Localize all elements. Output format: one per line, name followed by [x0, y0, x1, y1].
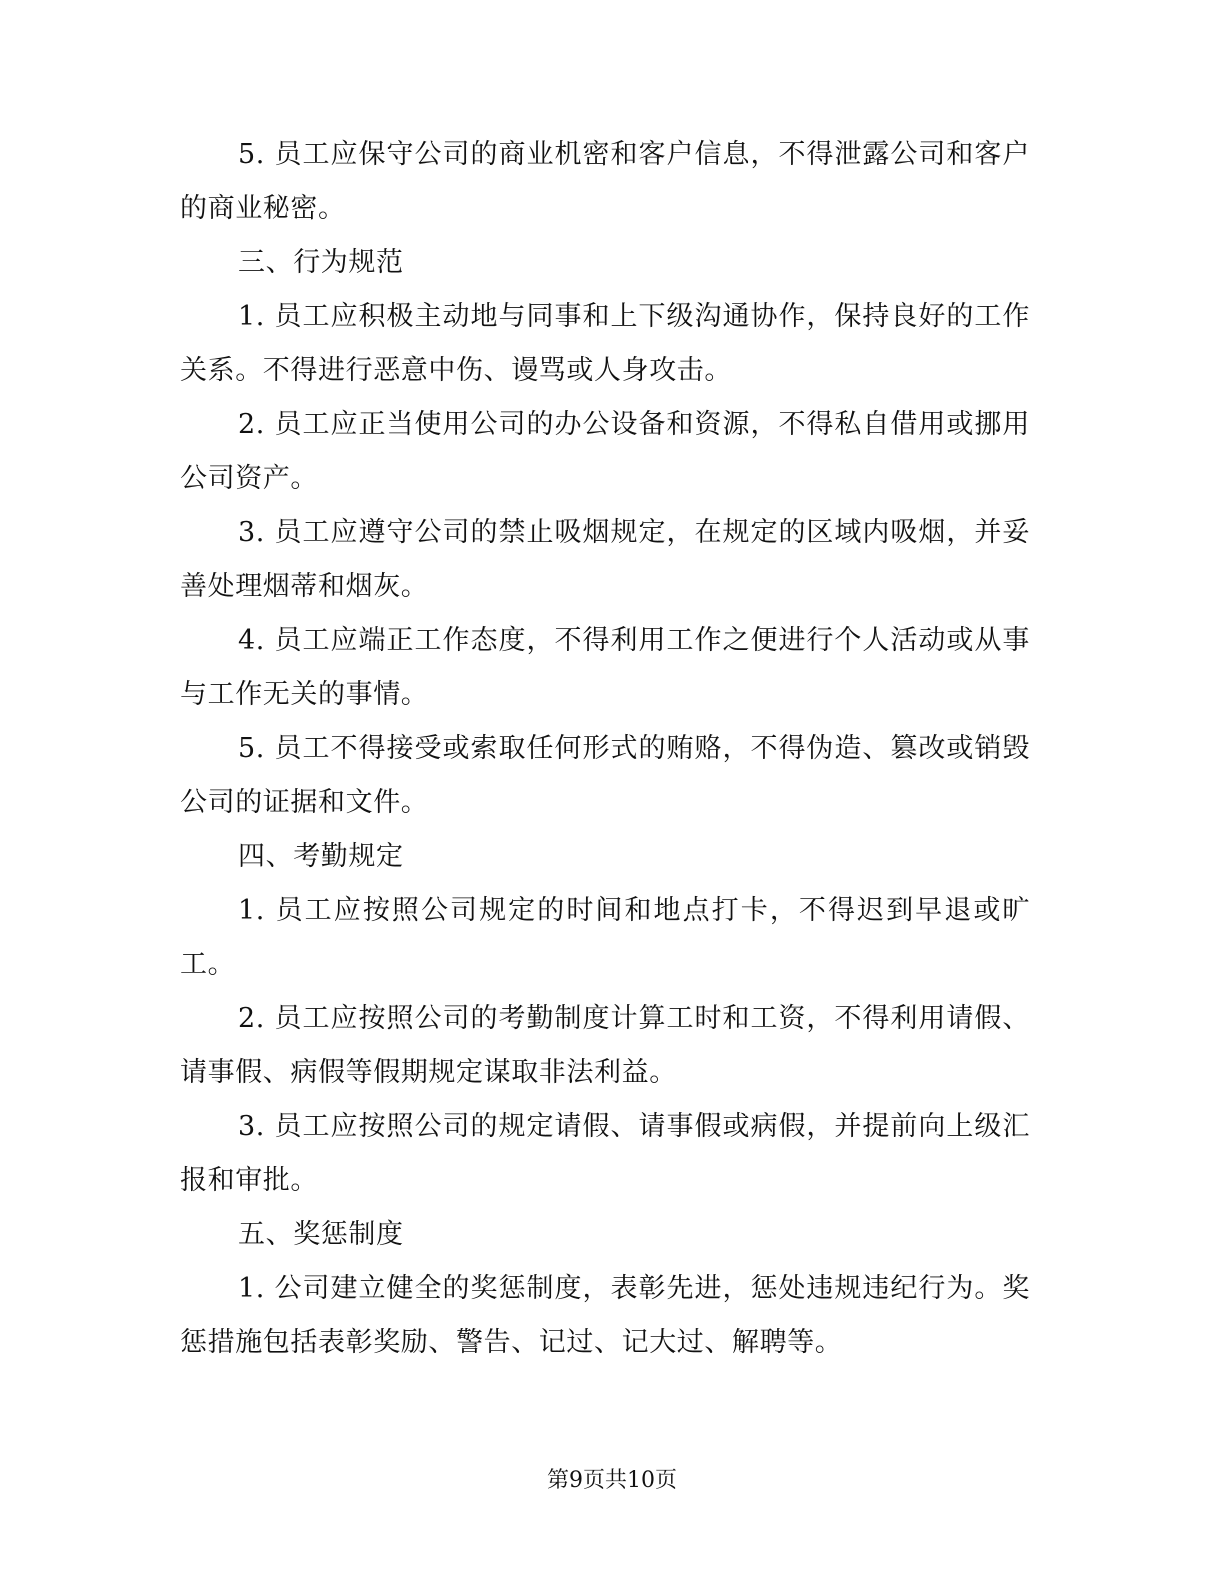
- page-number-footer: 第9页共10页: [547, 1468, 677, 1493]
- paragraph: 5. 员工应保守公司的商业机密和客户信息，不得泄露公司和客户的商业秘密。: [180, 139, 1030, 224]
- paragraph: 3. 员工应按照公司的规定请假、请事假或病假，并提前向上级汇报和审批。: [180, 1111, 1030, 1196]
- paragraph: 1. 公司建立健全的奖惩制度，表彰先进，惩处违规违纪行为。奖惩措施包括表彰奖励、警告、记过、记大过、解聘等。: [180, 1273, 1030, 1358]
- section-heading: 五、奖惩制度: [238, 1219, 404, 1250]
- paragraph: 3. 员工应遵守公司的禁止吸烟规定，在规定的区域内吸烟，并妥善处理烟蒂和烟灰。: [180, 517, 1030, 602]
- paragraph: 1. 员工应按照公司规定的时间和地点打卡，不得迟到早退或旷工。: [180, 895, 1030, 980]
- paragraph: 2. 员工应按照公司的考勤制度计算工时和工资，不得利用请假、请事假、病假等假期规定谋取非法利益。: [180, 1003, 1030, 1088]
- paragraph: 1. 员工应积极主动地与同事和上下级沟通协作，保持良好的工作关系。不得进行恶意中伤、谩骂或人身攻击。: [180, 301, 1030, 386]
- document-body: [180, 128, 1030, 1370]
- section-heading: 四、考勤规定: [238, 841, 404, 872]
- section-heading: 三、行为规范: [238, 247, 404, 278]
- paragraph: 5. 员工不得接受或索取任何形式的贿赂，不得伪造、篡改或销毁公司的证据和文件。: [180, 733, 1030, 818]
- paragraph: 4. 员工应端正工作态度，不得利用工作之便进行个人活动或从事与工作无关的事情。: [180, 625, 1030, 710]
- paragraph: 2. 员工应正当使用公司的办公设备和资源，不得私自借用或挪用公司资产。: [180, 409, 1030, 494]
